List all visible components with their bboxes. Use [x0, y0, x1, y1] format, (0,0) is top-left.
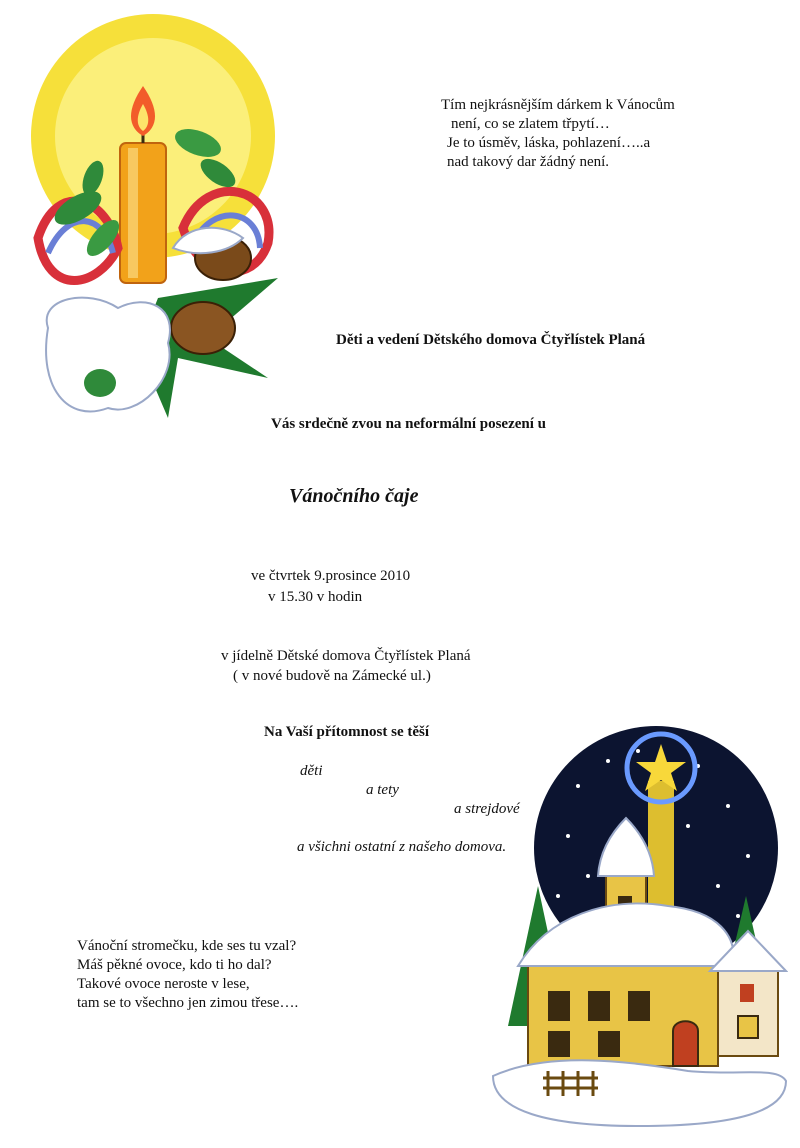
- place-line-1: v jídelně Dětské domova Čtyřlístek Planá: [221, 648, 471, 664]
- poem-bottom-line: Vánoční stromečku, kde ses tu vzal?: [77, 938, 297, 954]
- date-line: ve čtvrtek 9.prosince 2010: [251, 568, 411, 584]
- poem-top-line: Tím nejkrásnějším dárkem k Vánocům: [441, 97, 675, 113]
- signer-uncles: a strejdové: [454, 801, 520, 817]
- signer-others: a všichni ostatní z našeho domova.: [297, 839, 507, 855]
- host-line: Děti a vedení Dětského domova Čtyřlístek Planá: [336, 332, 646, 348]
- time-line: v 15.30 v hodin: [268, 589, 363, 605]
- invite-line: Vás srdečně zvou na neformální posezení u: [271, 416, 546, 432]
- poem-top-line: není, co se zlatem třpytí…: [451, 116, 610, 132]
- poem-bottom: [77, 937, 298, 1013]
- poem-bottom-line: tam se to všechno jen zimou třese….: [77, 995, 299, 1011]
- winter-house-illustration: [488, 726, 788, 1131]
- poem-top-line: nad takový dar žádný není.: [447, 154, 610, 170]
- candle-illustration: [8, 8, 288, 428]
- poem-top-line: Je to úsměv, láska, pohlazení…..a: [447, 135, 651, 151]
- poem-bottom-line: Máš pěkné ovoce, kdo ti ho dal?: [77, 957, 272, 973]
- place-line-2: ( v nové budově na Zámecké ul.): [233, 668, 431, 684]
- signer-aunts: a tety: [366, 782, 399, 798]
- closing-line: Na Vaší přítomnost se těší: [264, 724, 430, 740]
- event-title: Vánočního čaje: [289, 485, 419, 507]
- poem-top: [441, 96, 675, 172]
- signer-kids: děti: [300, 763, 323, 779]
- poem-bottom-line: Takové ovoce neroste v lese,: [77, 976, 250, 992]
